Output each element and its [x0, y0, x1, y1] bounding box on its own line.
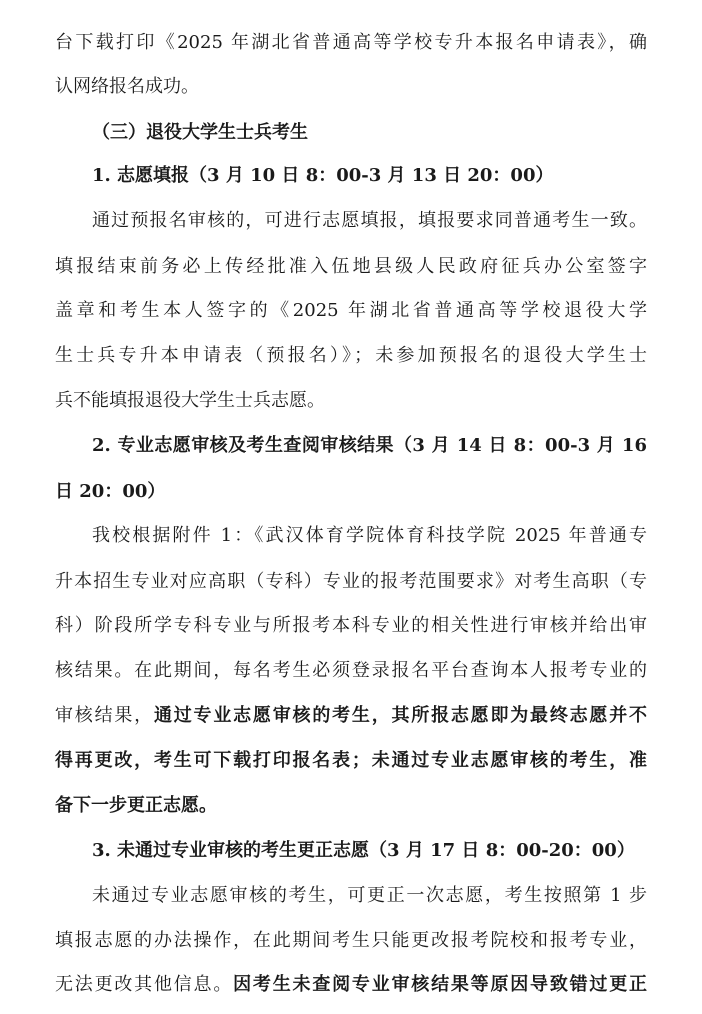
paragraph-line: 生士兵专升本申请表（预报名）》；未参加预报名的退役大学生士: [55, 345, 647, 366]
subsection-heading: 3. 未通过专业审核的考生更正志愿（3 月 17 日 8：00-20：00）: [92, 840, 635, 861]
paragraph-line: 台下载打印《2025 年湖北省普通高等学校专升本报名申请表》，确: [55, 32, 647, 53]
emphasis-text: 通过专业志愿审核的考生，其所报志愿即为最终志愿并不: [153, 705, 648, 726]
subsection-heading: 1. 志愿填报（3 月 10 日 8：00-3 月 13 日 20：00）: [92, 165, 554, 186]
paragraph-line: 填报志愿的办法操作，在此期间考生只能更改报考院校和报考专业，: [55, 930, 647, 951]
paragraph-line-mixed: [55, 704, 647, 728]
paragraph-line: 核结果。在此期间，每名考生必须登录报名平台查询本人报考专业的: [55, 660, 647, 681]
paragraph-line: 未通过专业志愿审核的考生，可更正一次志愿，考生按照第 1 步: [92, 885, 647, 906]
section-heading: （三）退役大学生士兵考生: [92, 122, 308, 143]
paragraph-line: 通过预报名审核的，可进行志愿填报，填报要求同普通考生一致。: [92, 210, 647, 231]
subsection-heading-cont: 日 20：00）: [55, 481, 166, 502]
paragraph-line-mixed: [55, 973, 647, 997]
emphasis-line: 得再更改，考生可下载打印报名表；未通过专业志愿审核的考生，准: [55, 750, 647, 771]
paragraph-line: 科）阶段所学专科专业与所报考本科专业的相关性进行审核并给出审: [55, 615, 647, 636]
paragraph-line: 兵不能填报退役大学生士兵志愿。: [55, 390, 325, 411]
paragraph-line: 我校根据附件 1：《武汉体育学院体育科技学院 2025 年普通专: [92, 525, 647, 546]
subsection-heading: 2. 专业志愿审核及考生查阅审核结果（3 月 14 日 8：00-3 月 16: [92, 435, 647, 456]
emphasis-text: 因考生未查阅专业审核结果等原因导致错过更正: [233, 974, 648, 995]
paragraph-line: 认网络报名成功。: [55, 76, 199, 97]
paragraph-line: 盖章和考生本人签字的《2025 年湖北省普通高等学校退役大学: [55, 300, 647, 321]
emphasis-line: 备下一步更正志愿。: [55, 795, 217, 816]
normal-text: 审核结果，: [55, 705, 154, 726]
paragraph-line: 填报结束前务必上传经批准入伍地县级人民政府征兵办公室签字: [55, 256, 647, 277]
normal-text: 无法更改其他信息。: [55, 974, 234, 995]
paragraph-line: 升本招生专业对应高职（专科）专业的报考范围要求》对考生高职（专: [55, 571, 647, 592]
